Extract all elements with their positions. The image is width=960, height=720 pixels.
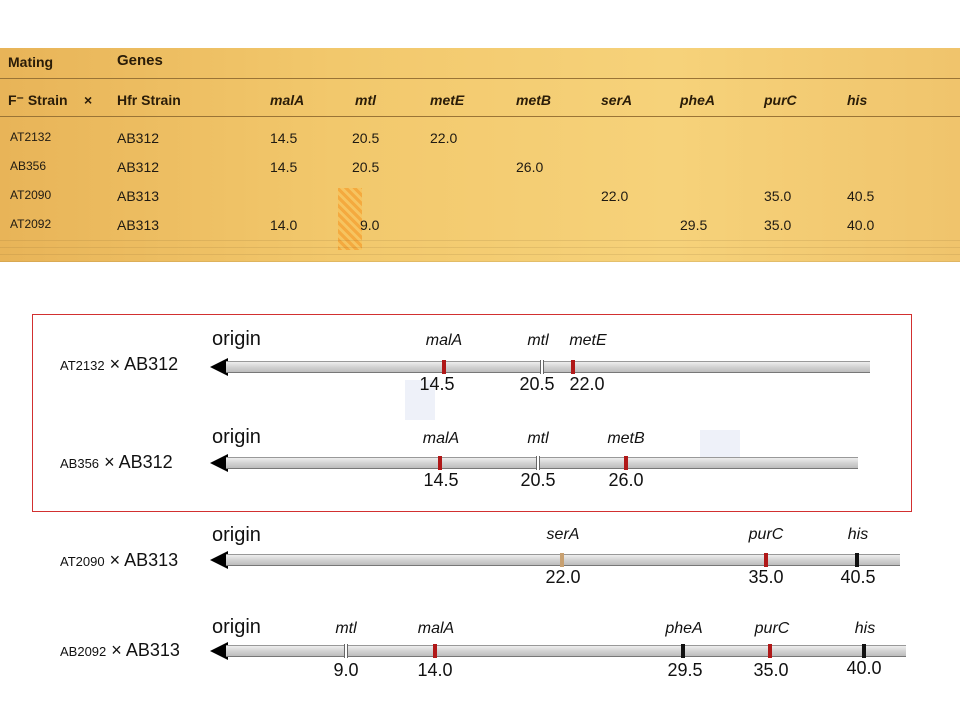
gene-distance: 35.0 [753,660,789,680]
cell-hfr-strain: AB313 [117,188,160,204]
header-genes: Genes [117,52,163,69]
gene-name: metE [569,332,607,349]
origin-label: origin [212,524,261,546]
chromosome-bar [226,457,858,469]
gene-distance: 20.5 [520,470,556,490]
gene-name: serA [546,526,580,543]
gene-distance: 14.5 [419,374,455,394]
gene-marker [442,360,446,374]
gene-name: malA [422,430,460,447]
gene-name: mtl [335,620,357,637]
map-label: AB356 × AB312 [60,452,173,472]
cell-value: 35.0 [764,217,792,233]
map-row-1 [0,322,960,418]
map-row-3 [0,518,960,614]
gene-distance: 35.0 [748,567,784,587]
header-col-purC: purC [764,92,797,108]
gene-marker [862,644,866,658]
gene-name: malA [417,620,455,637]
table-row [0,159,960,183]
gene-distance: 40.5 [840,567,876,587]
cell-f-strain: AB356 [10,159,47,173]
header-col-pheA: pheA [680,92,715,108]
gene-distance: 9.0 [333,660,359,680]
cell-f-strain: AT2132 [10,130,52,144]
header-f-strain: F⁻ Strain [8,92,68,108]
cell-value: 14.0 [270,217,298,233]
gene-distance: 22.0 [569,374,605,394]
gene-name: mtl [527,430,549,447]
gene-marker [438,456,442,470]
origin-label: origin [212,426,261,448]
map-label: AB2092 × AB313 [60,640,180,660]
gene-distance: 14.5 [423,470,459,490]
gene-marker [344,644,348,658]
cell-value: 14.5 [270,159,298,175]
cell-value: 40.5 [847,188,875,204]
map-label: AT2090 × AB313 [60,550,179,570]
header-col-malA: malA [270,92,305,108]
cell-hfr-strain: AB312 [117,130,160,146]
gene-marker [768,644,772,658]
gene-marker [433,644,437,658]
cell-value: 40.0 [847,217,875,233]
header-col-metB: metB [516,92,552,108]
header-col-serA: serA [601,92,633,108]
map-row-2 [0,420,960,516]
mating-table [0,48,960,262]
gene-name: his [847,526,869,543]
cell-f-strain: AT2090 [10,188,52,202]
table-row [0,217,960,241]
map-row-4 [0,612,960,708]
cell-value: 14.5 [270,130,298,146]
origin-label: origin [212,616,261,638]
gene-marker [536,456,540,470]
header-hfr-strain: Hfr Strain [117,92,181,108]
map-label: AT2132 × AB312 [60,354,179,374]
header-col-mtl: mtl [355,92,376,108]
gene-name: purC [754,620,790,637]
header-rule-bottom [0,116,960,117]
gene-marker [624,456,628,470]
gene-distance: 14.0 [417,660,453,680]
gene-distance: 26.0 [608,470,644,490]
cell-value: 9.0 [360,217,380,233]
gene-marker [764,553,768,567]
cell-value: 22.0 [601,188,629,204]
cell-value: 22.0 [430,130,458,146]
cell-value: 20.5 [352,130,380,146]
gene-name: his [854,620,876,637]
gene-marker [560,553,564,567]
gene-name: mtl [527,332,549,349]
gene-name: pheA [665,620,703,637]
chromosome-bar [226,645,906,657]
cell-hfr-strain: AB312 [117,159,160,175]
gene-distance: 20.5 [519,374,555,394]
header-col-metE: metE [430,92,465,108]
cell-value: 26.0 [516,159,544,175]
cell-value: 35.0 [764,188,792,204]
header-times: × [84,92,93,108]
gene-distance: 22.0 [545,567,581,587]
gene-name: malA [425,332,463,349]
gene-name: purC [748,526,784,543]
cell-f-strain: AT2092 [10,217,52,231]
cell-value: 29.5 [680,217,708,233]
cell-hfr-strain: AB313 [117,217,160,233]
gene-marker [571,360,575,374]
header-mating: Mating [8,54,54,70]
cell-value: 20.5 [352,159,380,175]
header-rule-top [0,78,960,79]
table-row [0,130,960,154]
header-col-his: his [847,92,868,108]
gene-name: metB [607,430,645,447]
gene-distance: 29.5 [667,660,703,680]
chromosome-bar [226,361,870,373]
gene-marker [540,360,544,374]
gene-distance: 40.0 [846,658,882,678]
table-row [0,188,960,212]
gene-marker [855,553,859,567]
gene-marker [681,644,685,658]
origin-label: origin [212,328,261,350]
